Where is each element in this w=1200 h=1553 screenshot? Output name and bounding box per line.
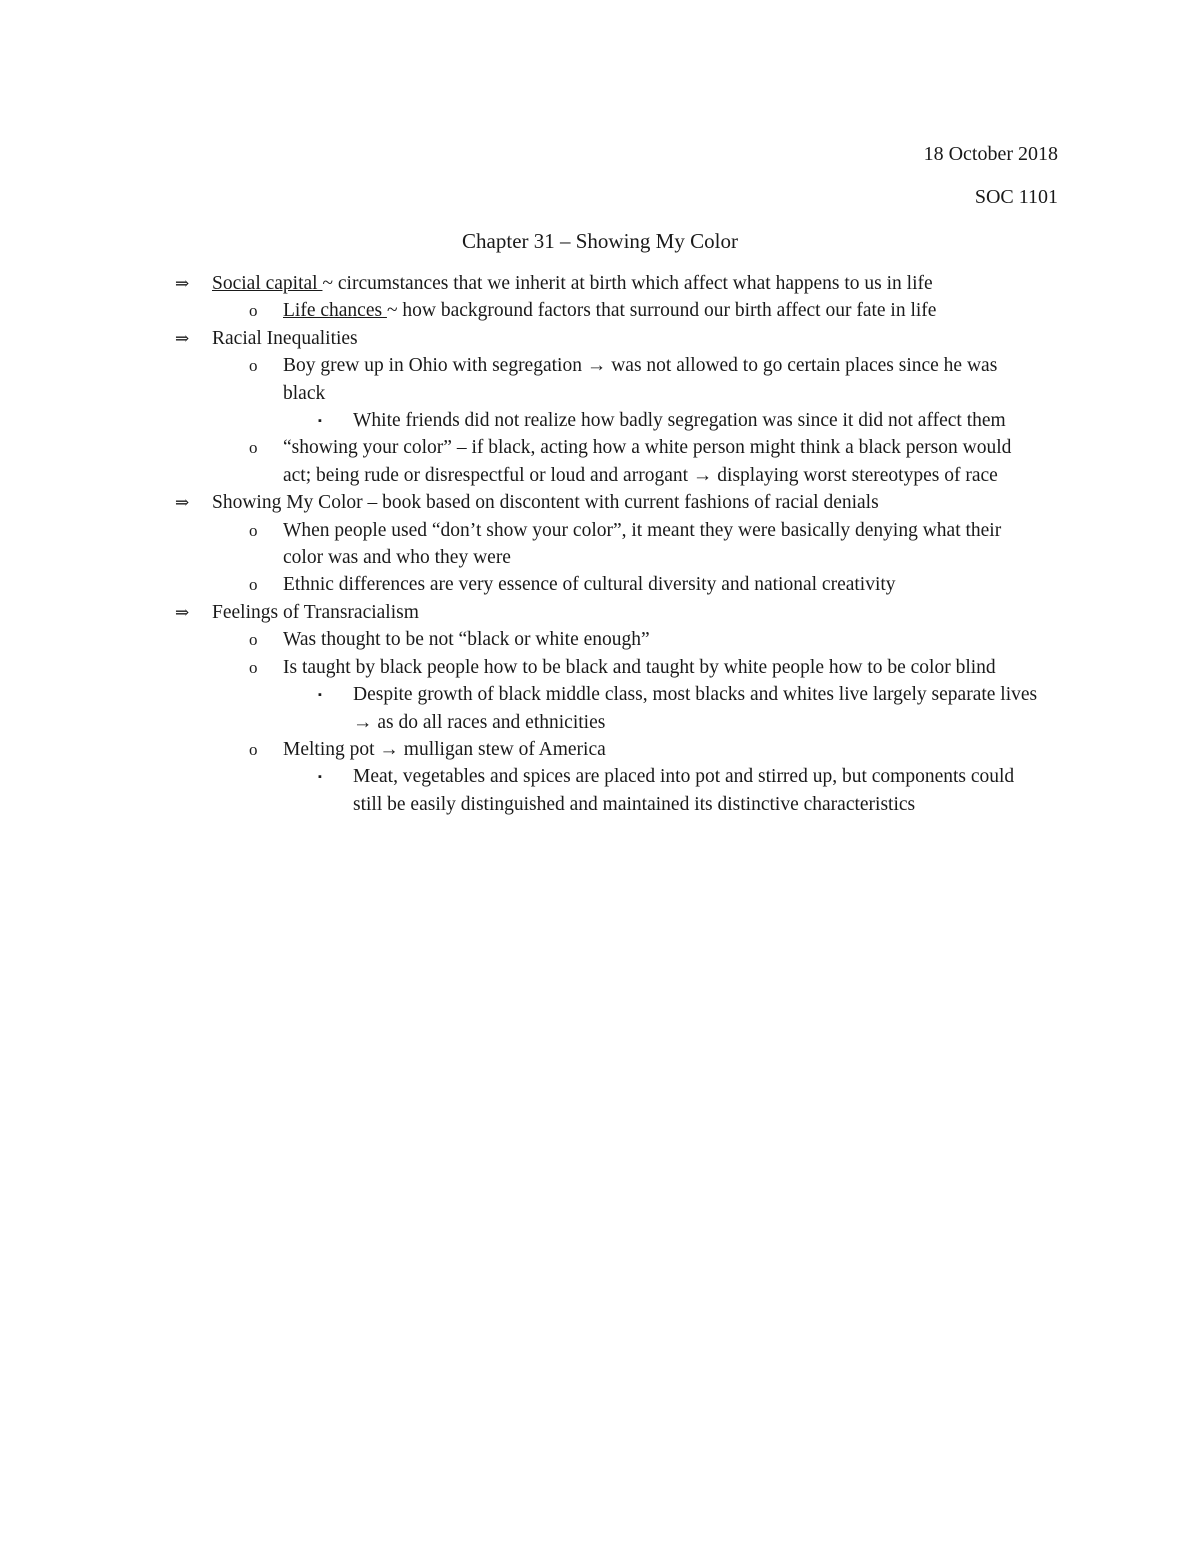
outline-item-text bbox=[353, 681, 1043, 736]
outline-item-text bbox=[353, 763, 1043, 818]
underlined-term: Life chances bbox=[283, 300, 387, 322]
item-body: Is taught by black people how to be black and taught by white people how to be color blind bbox=[283, 656, 996, 678]
item-body: ~ how background factors that surround our birth affect our fate in life bbox=[386, 300, 937, 322]
outline-item-level-3 bbox=[0, 763, 1200, 818]
outline-item-text bbox=[283, 352, 1043, 407]
circle-bullet-icon: o bbox=[249, 739, 258, 759]
arrow-bullet-icon: ⇒ bbox=[175, 602, 190, 622]
outline-item-level-1 bbox=[0, 325, 1200, 352]
outline-item-text bbox=[212, 599, 1072, 626]
outline-item-level-1 bbox=[0, 270, 1200, 297]
outline-item-level-2 bbox=[0, 297, 1200, 324]
item-body: Melting pot → mulligan stew of America bbox=[283, 738, 606, 760]
arrow-bullet-icon: ⇒ bbox=[175, 274, 190, 293]
item-body: “showing your color” – if black, acting how a white person might think a black person would act; being rude or disrespectful or loud and arrogant → displaying worst stereotypes of race bbox=[283, 437, 1012, 486]
circle-bullet-icon: o bbox=[249, 301, 258, 321]
outline-item-level-2 bbox=[0, 736, 1200, 763]
outline-item-text bbox=[283, 654, 1043, 681]
outline-item-level-3 bbox=[0, 407, 1200, 434]
circle-bullet-icon: o bbox=[249, 575, 258, 595]
underlined-term: Social capital bbox=[212, 273, 323, 294]
outline-item-level-1 bbox=[0, 489, 1200, 516]
circle-bullet-icon: o bbox=[249, 657, 258, 677]
outline-item-text bbox=[212, 489, 1072, 516]
outline-item-text bbox=[283, 626, 1043, 653]
circle-bullet-icon: o bbox=[249, 438, 258, 458]
square-bullet-icon: ▪ bbox=[318, 771, 322, 784]
outline-item-text bbox=[212, 325, 1072, 352]
circle-bullet-icon: o bbox=[249, 356, 258, 376]
item-body: Meat, vegetables and spices are placed into pot and stirred up, but components could still be easily distinguished and maintained its distinctive characteristics bbox=[353, 766, 1015, 815]
outline-item-text bbox=[353, 407, 1043, 434]
outline-item-level-2 bbox=[0, 434, 1200, 489]
item-body: White friends did not realize how badly segregation was since it did not affect them bbox=[353, 410, 1006, 432]
outline-item-level-1 bbox=[0, 599, 1200, 626]
outline-item-text bbox=[283, 434, 1043, 489]
outline-item-level-2 bbox=[0, 571, 1200, 598]
outline-item-level-2 bbox=[0, 352, 1200, 407]
outline-item-level-2 bbox=[0, 517, 1200, 572]
outline-item-level-3 bbox=[0, 681, 1200, 736]
item-body: Feelings of Transracialism bbox=[212, 601, 419, 623]
notes-outline bbox=[0, 270, 1200, 818]
outline-item-text bbox=[283, 736, 1043, 763]
arrow-bullet-icon: ⇒ bbox=[175, 328, 190, 348]
item-body: Showing My Color – book based on discontent with current fashions of racial denials bbox=[212, 492, 879, 514]
circle-bullet-icon: o bbox=[249, 520, 258, 540]
outline-item-level-2 bbox=[0, 654, 1200, 681]
square-bullet-icon: ▪ bbox=[318, 689, 322, 702]
outline-item-text bbox=[283, 571, 1043, 598]
item-body: Boy grew up in Ohio with segregation → was not allowed to go certain places since he was black bbox=[283, 355, 998, 404]
item-body: Ethnic differences are very essence of cultural diversity and national creativity bbox=[283, 574, 896, 596]
item-body: When people used “don’t show your color”, it meant they were basically denying what their color was and who they were bbox=[283, 519, 1002, 569]
outline-item-text bbox=[283, 297, 1043, 324]
item-body: Was thought to be not “black or white enough” bbox=[283, 629, 650, 651]
outline-item-level-2 bbox=[0, 626, 1200, 653]
item-body: Despite growth of black middle class, most blacks and whites live largely separate lives → as do all races and ethnicities bbox=[353, 684, 1038, 733]
course-line: SOC 1101 bbox=[974, 186, 1058, 208]
square-bullet-icon: ▪ bbox=[318, 415, 322, 428]
item-body: ~ circumstances that we inherit at birth which affect what happens to us in life bbox=[322, 273, 933, 294]
date-line: 18 October 2018 bbox=[923, 143, 1058, 165]
item-body: Racial Inequalities bbox=[212, 327, 358, 349]
page-title: Chapter 31 – Showing My Color bbox=[462, 229, 738, 253]
outline-item-text bbox=[283, 517, 1043, 572]
arrow-bullet-icon: ⇒ bbox=[175, 493, 190, 513]
outline-item-text bbox=[212, 270, 1072, 297]
circle-bullet-icon: o bbox=[249, 630, 258, 650]
